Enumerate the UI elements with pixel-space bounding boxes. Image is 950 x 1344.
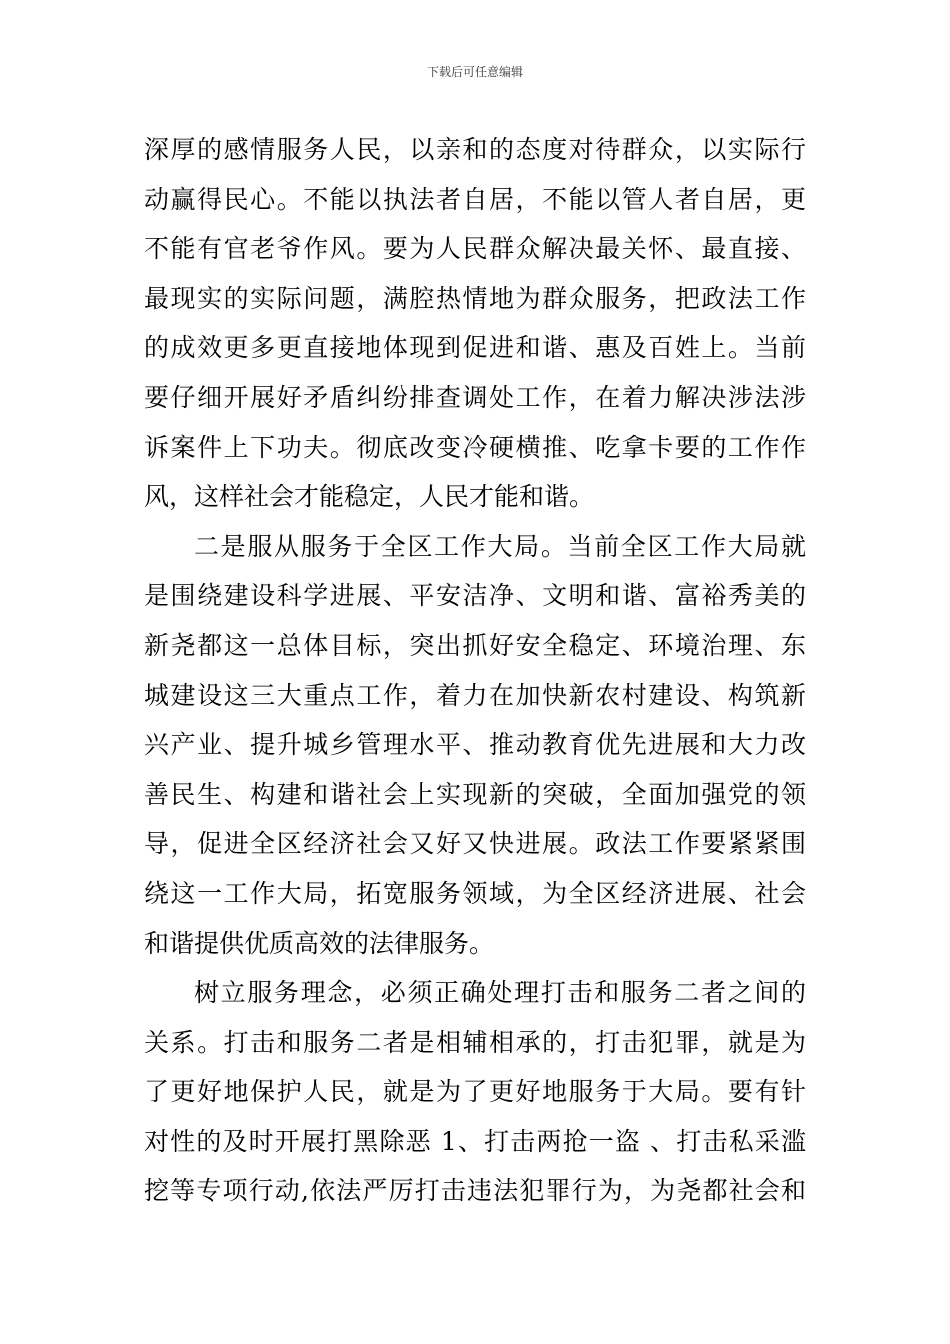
paragraph-1 bbox=[144, 125, 806, 522]
text-line: 深厚的感情服务人民，以亲和的态度对待群众，以实际行 bbox=[144, 135, 806, 164]
paragraph-3 bbox=[144, 968, 806, 1216]
text-line: 是围绕建设科学进展、平安洁净、文明和谐、富裕秀美的 bbox=[144, 581, 806, 611]
text-line: 二是服从服务于全区工作大局。当前全区工作大局就 bbox=[194, 531, 806, 561]
text-line: 诉案件上下功夫。彻底改变冷硬横推、吃拿卡要的工作作 bbox=[144, 432, 806, 462]
text-line: 兴产业、提升城乡管理水平、推动教育优先进展和大力改 bbox=[144, 730, 806, 760]
page-header: 下载后可任意编辑 bbox=[426, 65, 523, 79]
text-line: 的成效更多更直接地体现到促进和谐、惠及百姓上。当前 bbox=[144, 333, 806, 363]
text-line: 动赢得民心。不能以执法者自居，不能以管人者自居，更 bbox=[144, 184, 806, 214]
text-line: 了更好地保护人民，就是为了更好地服务于大局。要有针 bbox=[144, 1077, 806, 1107]
text-line: 风，这样社会才能稳定，人民才能和谐。 bbox=[144, 482, 595, 512]
text-line: 善民生、构建和谐社会上实现新的突破，全面加强党的领 bbox=[144, 779, 806, 809]
text-line: 导，促进全区经济社会又好又快进展。政法工作要紧紧围 bbox=[144, 829, 806, 859]
text-line: 树立服务理念，必须正确处理打击和服务二者之间的 bbox=[194, 978, 806, 1008]
text-line: 绕这一工作大局，拓宽服务领域，为全区经济进展、社会 bbox=[144, 878, 806, 908]
text-line: 最现实的实际问题，满腔热情地为群众服务，把政法工作 bbox=[144, 283, 806, 313]
text-line: 要仔细开展好矛盾纠纷排查调处工作，在着力解决涉法涉 bbox=[144, 382, 806, 412]
text-line: 挖等专项行动,依法严厉打击违法犯罪行为，为尧都社会和 bbox=[144, 1176, 806, 1206]
text-line: 新尧都这一总体目标，突出抓好安全稳定、环境治理、东 bbox=[144, 630, 806, 660]
text-line: 对性的及时开展打黑除恶 1、打击两抢一盗 、打击私采滥 bbox=[144, 1126, 806, 1156]
text-line: 和谐提供优质高效的法律服务。 bbox=[144, 928, 495, 958]
paragraph-2 bbox=[144, 522, 806, 968]
document-body bbox=[144, 125, 806, 1216]
text-line: 不能有官老爷作风。要为人民群众解决最关怀、最直接、 bbox=[144, 234, 806, 264]
text-line: 城建设这三大重点工作，着力在加快新农村建设、构筑新 bbox=[144, 680, 806, 710]
text-line: 关系。打击和服务二者是相辅相承的，打击犯罪，就是为 bbox=[144, 1027, 806, 1057]
